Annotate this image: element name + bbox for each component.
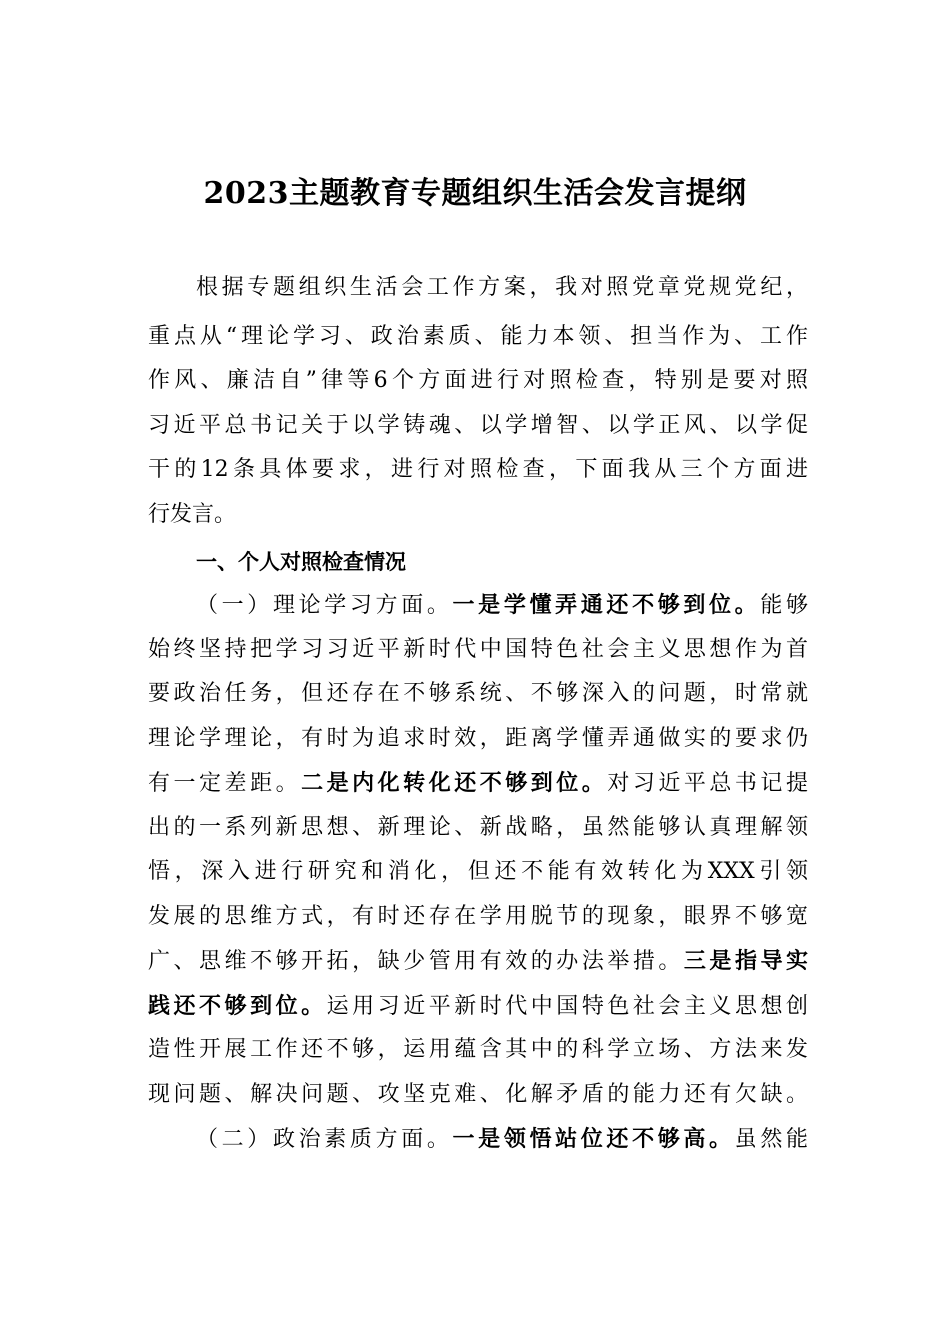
part1-line-7: 悟，深入进行研究和消化，但还不能有效转化为XXX引领 [148, 859, 808, 884]
part1-line-4: 理论学理论，有时为追求时效，距离学懂弄通做实的要求仍 [148, 726, 808, 751]
part1-point-3: 三是指导实 [683, 948, 808, 974]
intro-line-3: 作风、廉洁自”律等6个方面进行对照检查，特别是要对照 [148, 368, 808, 393]
part1-line-9 [148, 939, 808, 983]
part1-line-10 [148, 984, 808, 1028]
part2-text: 虽然能 [734, 1127, 808, 1152]
part1-line-12: 现问题、解决问题、攻坚克难、化解矛盾的能力还有欠缺。 [148, 1082, 808, 1107]
part1-text: 广、思维不够开拓，缺少管用有效的办法举措。 [148, 949, 684, 974]
part1-line-1 [196, 583, 808, 627]
part2-point-1: 一是领悟站位还不够高。 [452, 1126, 735, 1152]
part1-point-1: 一是学懂弄通还不够到位。 [452, 592, 761, 618]
part2-label: （二）政治素质方面。 [196, 1127, 453, 1152]
part1-line-5 [148, 761, 808, 805]
intro-line-4: 习近平总书记关于以学铸魂、以学增智、以学正风、以学促 [148, 413, 808, 438]
intro-line-1: 根据专题组织生活会工作方案，我对照党章党规党纪， [196, 275, 808, 300]
part1-point-2: 二是内化转化还不够到位。 [301, 770, 608, 796]
part1-line-11: 造性开展工作还不够，运用蕴含其中的科学立场、方法来发 [148, 1037, 808, 1062]
part1-text: 运用习近平新时代中国特色社会主义思想创 [326, 994, 808, 1019]
intro-line-2: 重点从“理论学习、政治素质、能力本领、担当作为、工作 [148, 324, 808, 349]
part2-line-1 [196, 1117, 808, 1161]
part1-line-8: 发展的思维方式，有时还存在学用脱节的现象，眼界不够宽 [148, 904, 808, 929]
part1-point-3-cont: 践还不够到位。 [148, 993, 327, 1019]
document-title: 2023主题教育专题组织生活会发言提纲 [203, 176, 747, 211]
part1-line-3: 要政治任务，但还存在不够系统、不够深入的问题，时常就 [148, 681, 808, 706]
section-heading: 一、个人对照检查情况 [196, 550, 406, 574]
part1-text: 有一定差距。 [148, 771, 302, 796]
part1-label: （一）理论学习方面。 [196, 593, 453, 618]
part1-text: 对习近平总书记提 [607, 771, 808, 796]
intro-line-6: 行发言。 [148, 502, 237, 527]
part1-text: 能够 [760, 593, 808, 618]
part1-line-2: 始终坚持把学习习近平新时代中国特色社会主义思想作为首 [148, 637, 808, 662]
intro-line-5: 干的12条具体要求，进行对照检查，下面我从三个方面进 [148, 457, 808, 482]
part1-line-6: 出的一系列新思想、新理论、新战略，虽然能够认真理解领 [148, 815, 808, 840]
